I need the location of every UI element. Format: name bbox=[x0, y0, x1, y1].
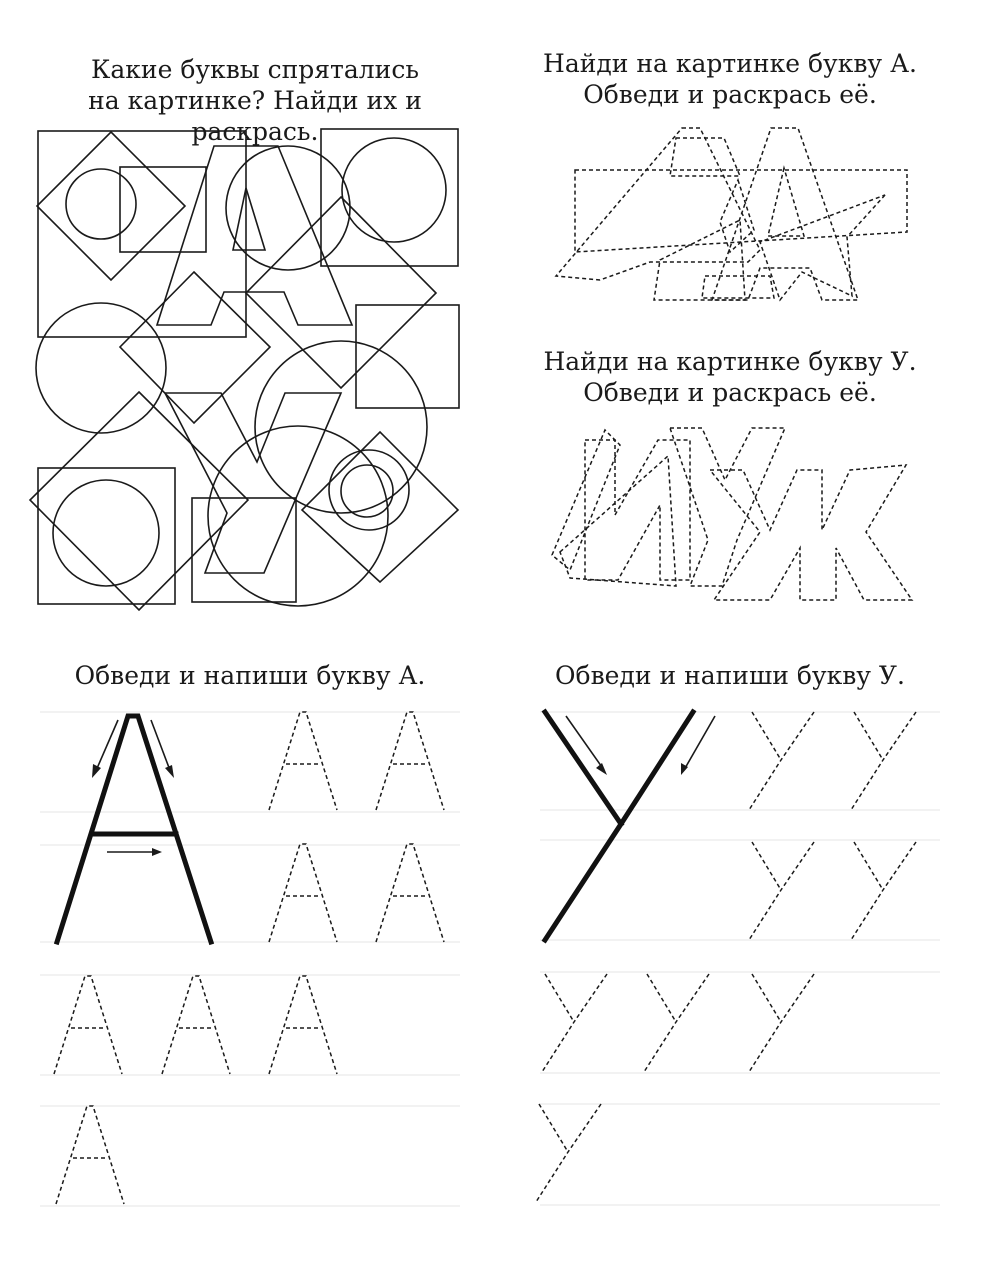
dotted-letter-a[interactable] bbox=[376, 712, 444, 810]
arrow-icon bbox=[566, 716, 715, 775]
title-line: Обведи и напиши букву У. bbox=[555, 661, 905, 690]
practice-u-area bbox=[536, 712, 940, 1205]
dotted-quad bbox=[560, 456, 676, 586]
square-shape bbox=[38, 468, 175, 604]
dotted-letter-a[interactable] bbox=[162, 976, 230, 1074]
dotted-letter-u[interactable] bbox=[670, 428, 785, 586]
circle-shape bbox=[66, 169, 136, 239]
dotted-letter-u[interactable] bbox=[536, 1104, 601, 1202]
model-letter-u bbox=[545, 712, 693, 940]
dotted-letter-u[interactable] bbox=[644, 974, 709, 1072]
dotted-triangle bbox=[654, 220, 745, 300]
title-line: Обведи и раскрась её. bbox=[583, 378, 877, 407]
diamond-shape bbox=[302, 432, 458, 582]
model-letter-a bbox=[57, 716, 211, 942]
title-line: Какие буквы спрятались bbox=[91, 55, 419, 84]
title-line: Найди на картинке букву А. bbox=[543, 49, 917, 78]
title-line: Найди на картинке букву У. bbox=[543, 347, 917, 376]
practice-a-area bbox=[40, 712, 460, 1206]
title-line: на картинке? Найди их и раскрась. bbox=[88, 86, 422, 146]
circle-shape bbox=[53, 480, 159, 586]
dotted-letter-a[interactable] bbox=[269, 976, 337, 1074]
dotted-letter-a[interactable] bbox=[54, 976, 122, 1074]
dotted-letter-a[interactable] bbox=[712, 128, 858, 300]
diamond-shape bbox=[30, 392, 248, 610]
dotted-letter-u[interactable] bbox=[851, 842, 916, 940]
dotted-letter-a[interactable] bbox=[376, 844, 444, 942]
dotted-letter-u[interactable] bbox=[542, 974, 607, 1072]
diamond-shape bbox=[37, 132, 185, 280]
find-a-puzzle[interactable] bbox=[556, 128, 907, 300]
find-u-puzzle[interactable] bbox=[552, 428, 912, 600]
dotted-letter-a[interactable] bbox=[56, 1106, 124, 1204]
circle-shape bbox=[342, 138, 446, 242]
dotted-letter-a[interactable] bbox=[269, 844, 337, 942]
title-line: Обведи и напиши букву А. bbox=[74, 661, 426, 690]
dotted-a-traces[interactable] bbox=[54, 712, 444, 1204]
dotted-letter-u[interactable] bbox=[749, 842, 814, 940]
dotted-rectangle bbox=[702, 276, 774, 298]
dotted-letter-u[interactable] bbox=[749, 712, 814, 810]
dotted-triangle bbox=[556, 128, 760, 280]
hidden-letter-a[interactable] bbox=[157, 146, 352, 325]
dotted-letter-a[interactable] bbox=[269, 712, 337, 810]
dotted-bar bbox=[552, 430, 620, 570]
title-line: Обведи и раскрась её. bbox=[583, 80, 877, 109]
circle-shape bbox=[36, 303, 166, 433]
dotted-star-shape bbox=[760, 195, 885, 300]
dotted-letter-u[interactable] bbox=[851, 712, 916, 810]
dotted-letter-u[interactable] bbox=[749, 974, 814, 1072]
dotted-rectangle bbox=[575, 170, 907, 252]
hidden-letters-puzzle[interactable] bbox=[30, 129, 459, 610]
